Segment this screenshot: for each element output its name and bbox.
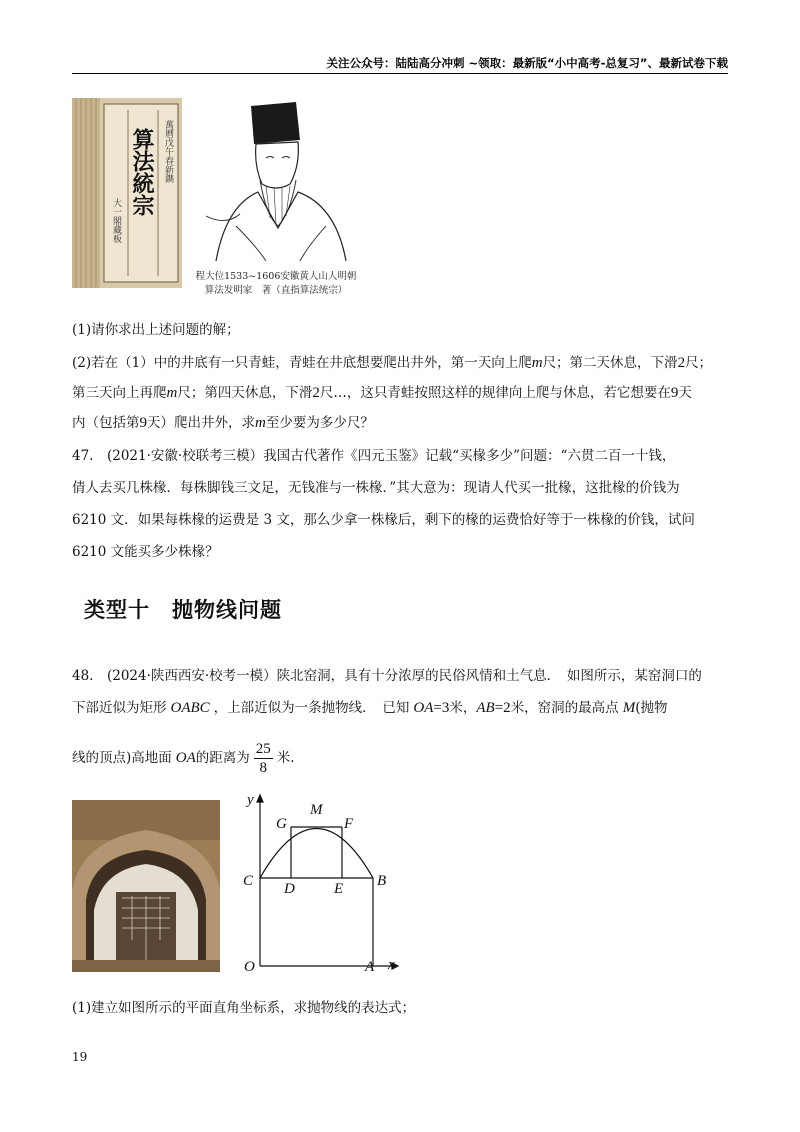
q48-part1: (1)建立如图所示的平面直角坐标系，求抛物线的表达式；: [72, 1000, 416, 1016]
label-m: M: [310, 802, 323, 818]
cave-photo: [72, 800, 220, 972]
q48-line3: 线的顶点)高地面 OA的距离为 $\frac{25}{8}$ 米.: [72, 741, 295, 776]
label-y: y: [247, 792, 254, 808]
q48-line2: 下部近似为矩形 OABC ，上部近似为一条抛物线． 已知 OA=3米，AB=2米，窑洞的最高点 M(抛物: [72, 700, 668, 716]
page-number: 19: [72, 1050, 88, 1064]
q46-part1: (1)请你求出上述问题的解；: [72, 322, 240, 338]
label-g: G: [276, 816, 287, 832]
parabola-diagram: [234, 790, 410, 980]
book-side-left: 萬曆戊午春新鐫: [163, 120, 173, 183]
q46-part2-line2: 第三天向上再爬m尺；第四天休息，下滑2尺…，这只青蛙按照这样的规律向上爬与休息，若它想要在9天: [72, 385, 692, 401]
page-header: 关注公众号：陆陆高分冲刺 ~领取：最新版“小中高考-总复习”、最新试卷下载: [326, 56, 728, 70]
label-e: E: [334, 881, 344, 897]
section-title: 类型十 抛物线问题: [84, 598, 282, 622]
q47-line4: 6210 文能买多少株椽？: [72, 544, 219, 560]
parabola-curve: [260, 829, 373, 879]
book-cover-image: [72, 98, 182, 288]
label-d: D: [284, 881, 295, 897]
label-a: A: [365, 959, 375, 975]
book-title: 算法統宗: [129, 128, 155, 216]
book-side-right: 大一閣藏板: [111, 198, 121, 243]
label-o: O: [244, 959, 255, 975]
label-c: C: [243, 873, 254, 889]
label-x: x: [388, 957, 395, 973]
q48-line1: 48. (2024·陕西西安·校考一模）陕北窑洞，具有十分浓厚的民俗风情和土气息． 如图所示，某窑洞口的: [72, 668, 702, 684]
q47-line2: 倩人去买几株椽．每株脚钱三文足，无钱准与一株椽．”其大意为：现请人代买一批椽，这批椽的价钱为: [72, 480, 680, 496]
q47-line1: 47. (2021·安徽·校联考三模）我国古代著作《四元玉鉴》记载“买椽多少”问题：“六贯二百一十钱，: [72, 448, 676, 464]
fraction-25-8: $\frac{25}{8}$: [255, 741, 271, 776]
portrait-image: [196, 96, 366, 268]
q46-part2-line3: 内（包括第9天）爬出井外，求m至少要为多少尺？: [72, 415, 374, 431]
figure-caption-1: 程大位1533~1606安徽黄人山人明朝: [195, 271, 357, 282]
header-divider: [72, 73, 728, 74]
figure-caption-2: 算法发明家 著（直指算法统宗）: [204, 285, 348, 296]
y-axis-arrow: [257, 795, 263, 802]
q47-line3: 6210 文．如果每株椽的运费是 3 文，那么少拿一株椽后，剩下的椽的运费恰好等于一株椽的价钱，试问: [72, 512, 695, 528]
label-b: B: [377, 873, 387, 889]
label-f: F: [344, 816, 354, 832]
q46-part2-line1: (2)若在（1）中的井底有一只青蛙，青蛙在井底想要爬出井外，第一天向上爬m尺；第二天休息，下滑2尺；: [72, 355, 713, 371]
